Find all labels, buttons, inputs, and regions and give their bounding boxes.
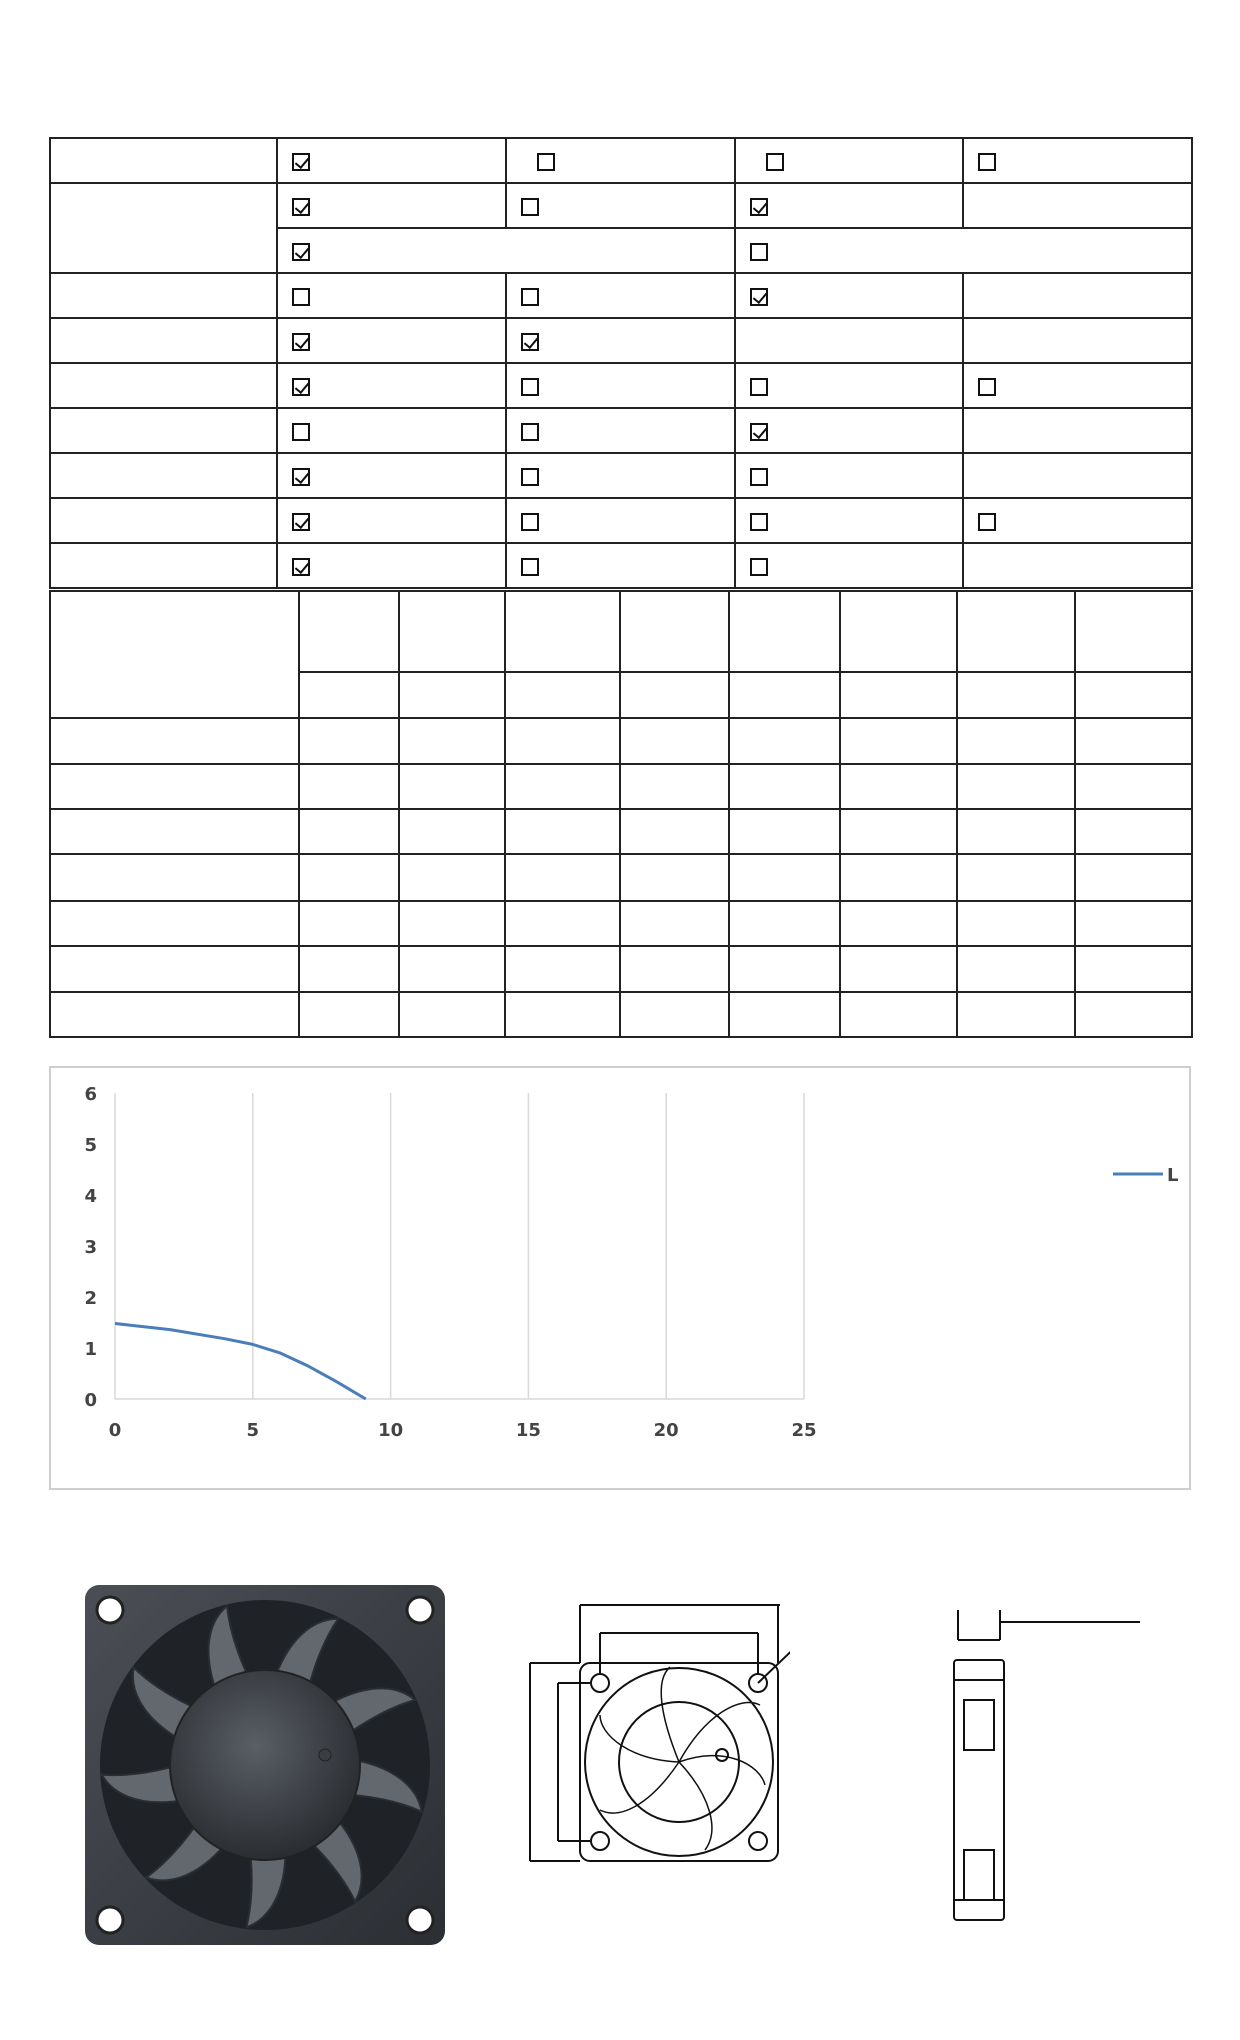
checkbox-icon[interactable] [292,423,310,441]
spec-row [50,764,1192,809]
opt-fdb[interactable] [963,138,1192,183]
opt-tol-10[interactable] [277,228,735,273]
checkbox-checked-icon[interactable] [292,333,310,351]
unit-dba [1075,672,1192,718]
chart-series [115,1324,366,1400]
value-cell [729,809,840,854]
value-cell [729,764,840,809]
value-cell [840,718,957,763]
opt-tacho[interactable] [506,318,735,363]
label-insulation [50,453,277,498]
value-cell [505,992,620,1037]
opt-rifle[interactable] [735,138,963,183]
value-cell [840,764,957,809]
model-cell [50,901,299,946]
unit-cfm [840,672,957,718]
checkbox-checked-icon[interactable] [750,423,768,441]
opt-2ball[interactable] [277,138,506,183]
value-cell [957,992,1075,1037]
value-cell [1075,946,1192,991]
value-cell [399,718,505,763]
y-tick-label: 6 [84,1084,97,1105]
y-tick-label: 2 [84,1288,97,1309]
dimension-drawing [490,1545,790,1945]
y-tick-label: 1 [84,1339,97,1360]
value-cell [620,809,729,854]
opt-overheat[interactable] [963,363,1192,408]
value-cell [620,946,729,991]
model-cell [50,718,299,763]
opt-lock[interactable] [277,363,506,408]
row-frame [50,273,1192,318]
value-cell [620,718,729,763]
value-cell [505,764,620,809]
value-cell [505,809,620,854]
value-cell [1075,764,1192,809]
opt-2phase[interactable] [506,543,735,588]
header-working-current [505,591,620,672]
unit-vdc [299,672,399,718]
opt-3phase[interactable] [735,543,963,588]
x-tick-label: 10 [378,1420,404,1441]
header-noise [1075,591,1192,672]
x-tick-label: 0 [108,1420,122,1441]
unit-mmaq [957,672,1075,718]
checkbox-icon[interactable] [750,378,768,396]
value-cell [840,809,957,854]
pq-chart-svg [51,1068,1193,1492]
spec-row [50,992,1192,1037]
spec-row [50,901,1192,946]
header-rated-voltage [299,591,399,672]
opt-class-c[interactable] [735,453,963,498]
opt-alarm[interactable] [277,318,506,363]
value-cell [399,809,505,854]
x-tick-label: 5 [246,1420,260,1441]
checkbox-checked-icon[interactable] [292,243,310,261]
chart-legend [1113,1165,1178,1186]
opt-tol-15[interactable] [735,228,1192,273]
unit-w [620,672,729,718]
value-cell [399,992,505,1037]
row-speed [50,183,1192,228]
label-speed [50,183,277,273]
value-cell [1075,809,1192,854]
opt-voltage[interactable] [277,183,506,228]
opt-vde[interactable] [963,498,1192,543]
value-cell [840,946,957,991]
value-cell [299,764,399,809]
spec-group-12v [50,718,1192,854]
opt-class-a[interactable] [277,453,506,498]
y-tick-label: 3 [84,1237,97,1258]
value-cell [957,764,1075,809]
opt-4screw[interactable] [506,273,735,318]
checkbox-icon[interactable] [978,513,996,531]
row-insulation [50,453,1192,498]
label-motor [50,543,277,588]
value-cell [729,946,840,991]
checkbox-icon[interactable] [521,423,539,441]
y-tick-label: 0 [84,1390,97,1411]
opt-ce[interactable] [735,498,963,543]
value-cell [957,946,1075,991]
header-power [620,591,729,672]
y-tick-label: 4 [84,1186,97,1207]
spec-row [50,946,1192,991]
value-cell [840,901,957,946]
opt-overvoltage[interactable] [735,363,963,408]
header-speed [729,591,840,672]
value-cell [1075,992,1192,1037]
checkbox-checked-icon[interactable] [292,378,310,396]
header-airflow [840,591,957,672]
opt-pwm[interactable] [735,183,963,228]
label-signal [50,318,277,363]
row-bearing [50,138,1192,183]
value-cell [957,809,1075,854]
label-frame [50,273,277,318]
checkbox-checked-icon[interactable] [750,288,768,306]
value-cell [620,992,729,1037]
chart-grid [115,1093,804,1399]
value-cell [729,901,840,946]
x-tick-label: 15 [515,1420,541,1441]
opt-8screw[interactable] [735,273,963,318]
value-cell [957,718,1075,763]
row-motor [50,543,1192,588]
checkbox-icon[interactable] [521,468,539,486]
opt-uniphase[interactable] [277,543,506,588]
row-signal [50,318,1192,363]
opt-sleeve[interactable] [506,138,735,183]
checkbox-icon[interactable] [521,288,539,306]
unit-rpm [729,672,840,718]
header-model [50,591,299,718]
value-cell [1075,718,1192,763]
checkbox-icon[interactable] [978,378,996,396]
x-tick-label: 25 [791,1420,817,1441]
checkbox-icon[interactable] [537,153,555,171]
value-cell [729,718,840,763]
value-cell [620,764,729,809]
opt-tuv[interactable] [506,498,735,543]
checkbox-icon[interactable] [750,468,768,486]
opt-ul[interactable] [277,498,506,543]
label-protection [50,363,277,408]
value-cell [399,946,505,991]
value-cell [299,901,399,946]
checkbox-icon[interactable] [766,153,784,171]
value-cell [399,764,505,809]
pq-chart [49,1066,1191,1490]
spec-group-5v [50,901,1192,1037]
series-line-L [115,1324,366,1400]
checkbox-icon[interactable] [750,513,768,531]
checkbox-icon[interactable] [292,288,310,306]
row-protection [50,363,1192,408]
legend-label-L: L [1167,1165,1179,1186]
spec-header-row [50,591,1192,672]
unit-a [399,672,505,718]
value-cell [957,901,1075,946]
model-cell [50,809,299,854]
opt-class-3[interactable] [735,408,963,453]
checkbox-icon[interactable] [978,153,996,171]
spec-row [50,809,1192,854]
unit-a [505,672,620,718]
opt-class-1[interactable] [277,408,506,453]
checkbox-icon[interactable] [521,378,539,396]
empty-cell [963,273,1192,318]
value-cell [840,992,957,1037]
checkbox-checked-icon[interactable] [292,153,310,171]
spec-row [50,718,1192,763]
value-cell [299,992,399,1037]
fan-photo [80,1580,450,1950]
label-bearing [50,138,277,183]
label-esd [50,408,277,453]
opt-class-2[interactable] [506,408,735,453]
value-cell [505,901,620,946]
value-cell [299,946,399,991]
empty-cell [735,318,963,363]
row-safety [50,498,1192,543]
model-cell [50,764,299,809]
value-cell [505,718,620,763]
empty-cell [963,543,1192,588]
x-tick-labels [109,1420,817,1441]
checkbox-checked-icon[interactable] [292,513,310,531]
value-cell [729,992,840,1037]
opt-2screw[interactable] [277,273,506,318]
checkbox-icon[interactable] [521,558,539,576]
spec-table [49,590,1193,1038]
y-tick-label: 5 [84,1135,97,1156]
spec-spacer-row [50,854,1192,900]
value-cell [505,946,620,991]
header-pressure [957,591,1075,672]
opt-class-b[interactable] [506,453,735,498]
header-rated-current [399,591,505,672]
value-cell [399,901,505,946]
checkbox-checked-icon[interactable] [521,333,539,351]
checkbox-checked-icon[interactable] [292,558,310,576]
label-safety [50,498,277,543]
empty-cell [963,408,1192,453]
checkbox-checked-icon[interactable] [750,198,768,216]
side-view [940,1600,1220,1960]
value-cell [1075,901,1192,946]
checkbox-icon[interactable] [521,198,539,216]
y-tick-labels [84,1084,97,1411]
checkbox-icon[interactable] [521,513,539,531]
opt-temperature[interactable] [506,183,735,228]
features-table [49,137,1193,589]
row-esd [50,408,1192,453]
model-cell [50,946,299,991]
opt-reverse[interactable] [506,363,735,408]
empty-cell [963,453,1192,498]
value-cell [620,901,729,946]
checkbox-checked-icon[interactable] [292,468,310,486]
model-cell [50,992,299,1037]
empty-cell [963,183,1192,228]
empty-cell [963,318,1192,363]
checkbox-icon[interactable] [750,243,768,261]
checkbox-checked-icon[interactable] [292,198,310,216]
checkbox-icon[interactable] [750,558,768,576]
x-tick-label: 20 [653,1420,679,1441]
value-cell [299,718,399,763]
value-cell [299,809,399,854]
